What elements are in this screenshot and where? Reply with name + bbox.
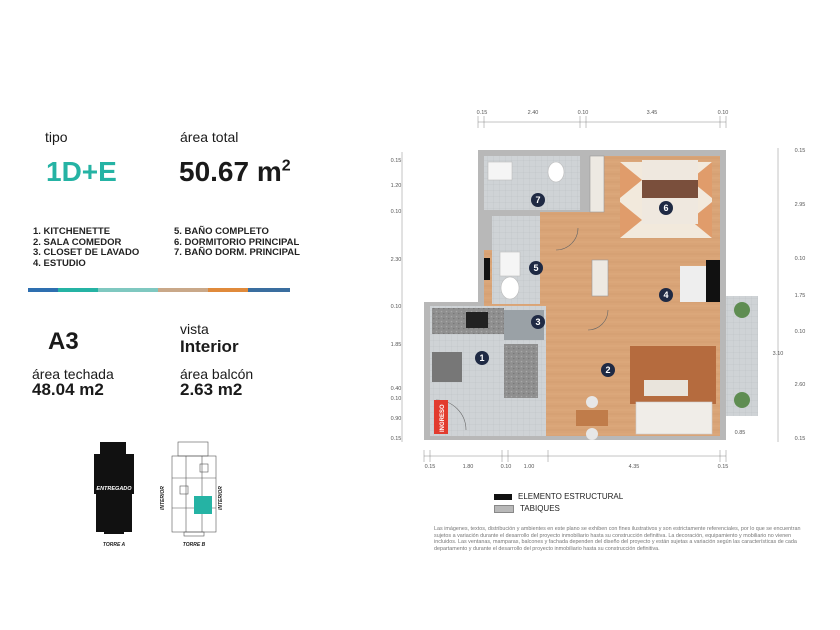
- dim-top: 0.10: [577, 110, 589, 116]
- torre-b-label: TORRE B: [182, 542, 206, 548]
- dining-table: [576, 410, 608, 426]
- dim-right: 0.15: [794, 148, 806, 154]
- dim-bottom: 4.35: [628, 464, 640, 470]
- room-item: 7. BAÑO DORM. PRINCIPAL: [174, 247, 300, 259]
- dim-left: 2.30: [390, 257, 402, 263]
- unit-code: A3: [48, 328, 79, 355]
- marker-1: 1: [479, 353, 485, 363]
- room-item: 3. CLOSET DE LAVADO: [33, 247, 140, 259]
- legend-structural: ELEMENTO ESTRUCTURAL: [494, 492, 623, 501]
- room-item: 1. KITCHENETTE: [33, 226, 111, 237]
- marker-2: 2: [605, 365, 611, 375]
- dim-top: 3.45: [646, 110, 658, 116]
- dim-left: 1.20: [390, 183, 402, 189]
- rooms-list-left: [33, 227, 139, 269]
- interior-right-label: INTERIOR: [218, 486, 224, 510]
- marker-7: 7: [535, 195, 541, 205]
- torre-a-label: TORRE A: [102, 542, 126, 548]
- area-total-value: 50.67 $m^2$: [179, 156, 291, 187]
- dim-right: 2.60: [794, 382, 806, 388]
- dim-bottom: 0.15: [424, 464, 436, 470]
- dim-right: 0.10: [794, 256, 806, 262]
- dim-right: 1.75: [794, 293, 806, 299]
- area-balcon-value: 2.63 m2: [180, 380, 243, 399]
- room-item: 4. ESTUDIO: [33, 257, 86, 269]
- legend-partitions: TABIQUES: [494, 504, 623, 513]
- room-item: 5. BAÑO COMPLETO: [174, 226, 269, 237]
- dim-top: 0.15: [476, 110, 488, 116]
- marker-5: 5: [533, 263, 539, 273]
- marker-4: 4: [663, 290, 669, 300]
- oven: [432, 352, 462, 382]
- dim-left: 0.10: [390, 396, 402, 402]
- floor-plan: [380, 100, 820, 480]
- marker-3: 3: [535, 317, 541, 327]
- dim-left: 0.10: [390, 209, 402, 215]
- dim-bottom: 0.10: [500, 464, 512, 470]
- color-stripe: [28, 288, 290, 292]
- coffee-table: [644, 380, 688, 396]
- plan-legend: [494, 492, 623, 513]
- unit-highlight: [194, 496, 212, 514]
- area-techada-label: área techada: [32, 366, 114, 382]
- dim-right: 0.10: [794, 329, 806, 335]
- area-balcon-label: área balcón: [180, 366, 254, 382]
- cooktop: [466, 312, 488, 328]
- dim-left: 0.15: [390, 158, 402, 164]
- dim-bottom: 1.80: [462, 464, 474, 470]
- tower-key-map: [90, 438, 250, 550]
- tower-b-shape: [172, 442, 216, 536]
- ingreso-label: INGRESO: [440, 404, 446, 432]
- dim-left: 0.90: [390, 416, 402, 422]
- entregado-label: ENTREGADO: [96, 486, 132, 492]
- dim-bottom: 0.15: [717, 464, 729, 470]
- dim-left: 0.40: [390, 386, 402, 392]
- area-total-sup: 2: [281, 157, 291, 175]
- wardrobe: [590, 156, 604, 212]
- dim-bottom: 1.00: [523, 464, 535, 470]
- interior-left-label: INTERIOR: [160, 486, 166, 510]
- dim-balcony-h: 3.10: [772, 351, 784, 357]
- kitchen-island: [504, 344, 538, 398]
- disclaimer: Las imágenes, textos, distribución y ambientes en este plano se exhiben con fines ilustrativos y son estrictamente referenciales, por lo que se encuentran sujetos a variación durante el desarrollo del proyecto inmobiliario hasta su construcción definitiva. La decoración, equipamiento y mobiliario no vienen incluidos. Las ventanas, mamparas, balcones y fachada dependen del diseño del proyecto y están sujetas a variación según las características de cada departamento y durante el desarrollo del proyecto inmobiliario hasta su construcción definitiva.: [434, 526, 801, 552]
- sofa: [636, 402, 712, 434]
- dim-top: 2.40: [527, 110, 539, 116]
- area-techada-value: 48.04 m2: [32, 380, 104, 399]
- area-total-label: área total: [180, 129, 239, 145]
- dim-left: 0.10: [390, 304, 402, 310]
- dim-left: 1.85: [390, 342, 402, 348]
- vista-label: vista: [180, 321, 209, 337]
- dim-right: 2.95: [794, 202, 806, 208]
- dim-top: 0.10: [717, 110, 729, 116]
- room-item: 6. DORMITORIO PRINCIPAL: [174, 236, 300, 248]
- dim-left: 0.15: [390, 436, 402, 442]
- tipo-value: 1D+E: [46, 156, 117, 187]
- rooms-list-right: [174, 227, 300, 259]
- study-shelf: [592, 260, 608, 296]
- dim-balcony-w: 0.85: [734, 430, 746, 436]
- room-item: 2. SALA COMEDOR: [33, 236, 122, 248]
- bed-blanket: [642, 180, 698, 198]
- study-desk: [680, 266, 706, 302]
- vista-value: Interior: [180, 337, 239, 356]
- marker-6: 6: [663, 203, 669, 213]
- dim-right: 0.15: [794, 436, 806, 442]
- tipo-label: tipo: [45, 129, 68, 145]
